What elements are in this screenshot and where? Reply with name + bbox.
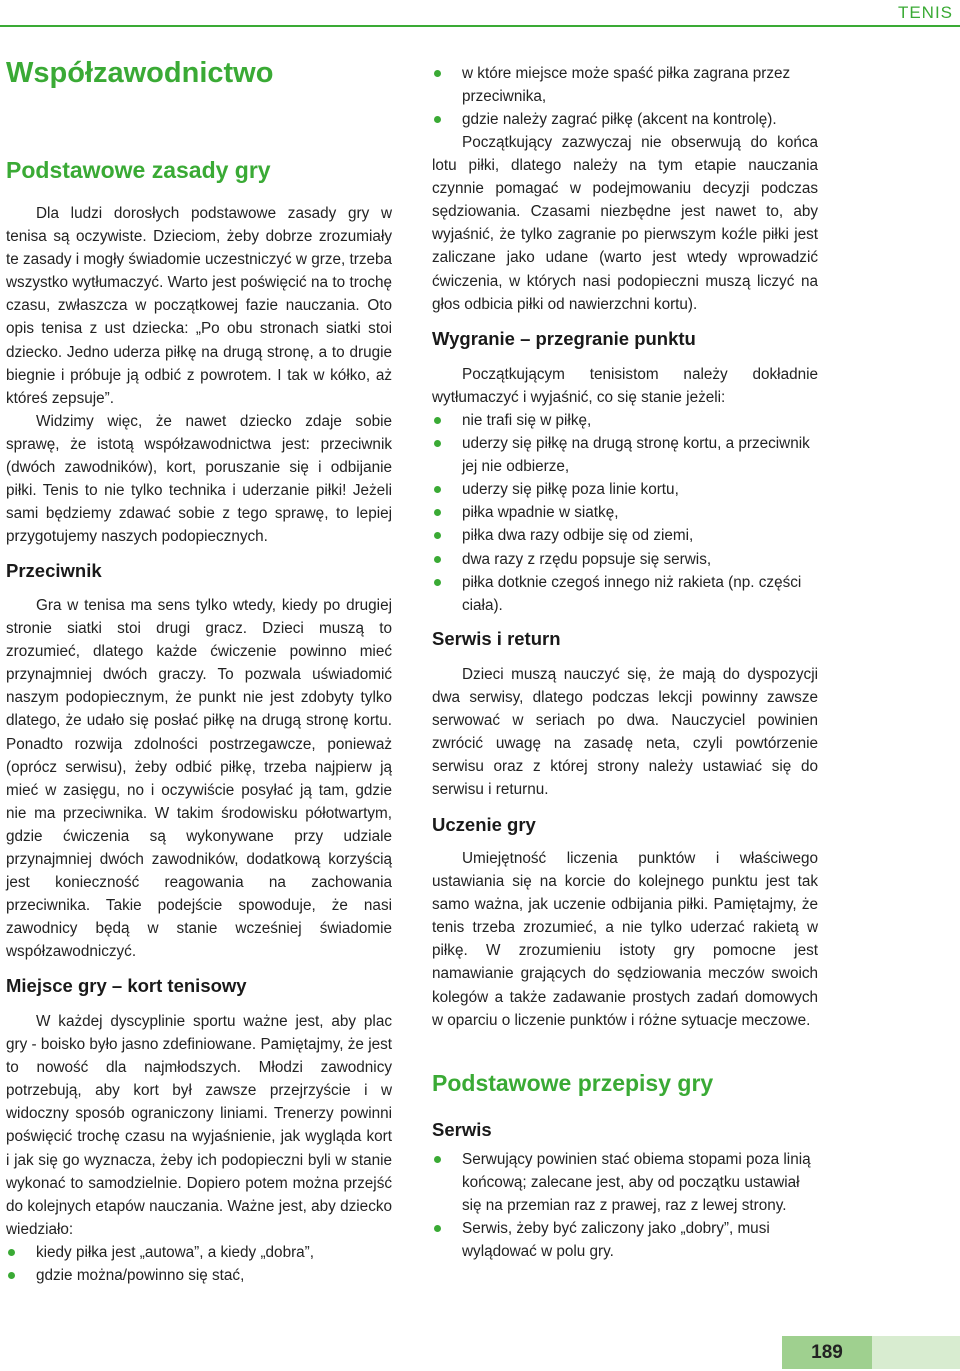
list-item: Serwujący powinien stać obiema stopami poza linią końcową; zalecane jest, aby od początku ustawiał się na przemian raz z prawej, raz z lewej strony.	[432, 1148, 818, 1217]
serve-bullet-list	[432, 1148, 818, 1263]
serve-paragraph: Dzieci muszą nauczyć się, że mają do dyspozycji dwa serwisy, dlatego podczas lekcji powinny zawsze serwować w seriach po dwa. Nauczyciel powinien zwrócić uwagę na zasadę neta, czyli powtórzenie serwisu oraz z której strony należy ustawiać się do serwisu i returnu.	[432, 666, 818, 799]
page-number-box	[782, 1336, 872, 1369]
page-title: Współzawodnictwo	[6, 57, 274, 89]
subheading-court: Miejsce gry – kort tenisowy	[6, 975, 247, 996]
list-item: w które miejsce może spaść piłka zagrana przez przeciwnika,	[432, 62, 818, 108]
list-item: dwa razy z rzędu popsuje się serwis,	[432, 548, 818, 571]
intro-paragraph-2: Widzimy więc, że nawet dziecko zdaje sobie sprawę, że istotą współzawodnictwa jest: przeciwnik (dwóch zawodników), kort, poruszanie się i odbijanie piłki. Tenis to nie tylko technika i uderzanie piłki! Jeżeli sami będziemy zdawać sobie z tego sprawę, to lepiej przygotujemy naszych podopiecznych.	[6, 413, 392, 546]
court-bullet-list	[6, 1241, 392, 1287]
list-item: piłka dotknie czegoś innego niż rakieta (np. części ciała).	[432, 571, 818, 617]
list-item: kiedy piłka jest „autowa”, a kiedy „dobra”,	[6, 1241, 392, 1264]
subheading-win-lose-point: Wygranie – przegranie punktu	[432, 328, 696, 349]
list-item: piłka dwa razy odbije się od ziemi,	[432, 524, 818, 547]
page-number: 189	[811, 1342, 843, 1363]
point-bullet-list	[432, 409, 818, 617]
section-heading-basic-regulations: Podstawowe przepisy gry	[432, 1070, 714, 1096]
list-item: uderzy się piłkę poza linie kortu,	[432, 478, 818, 501]
list-item: gdzie należy zagrać piłkę (akcent na kontrolę).	[432, 108, 818, 131]
learning-paragraph: Umiejętność liczenia punktów i właściwego ustawiania się na korcie do kolejnego punktu jest tak samo ważna, jak uczenie odbijania piłki. Pamiętajmy, że tenis trzeba zrozumieć, a nie tylko uderzać rakietą w piłkę. W zrozumieniu istoty gry pomocne jest namawianie grających do sędziowania meczów swoich kolegów a także zadawanie prostych zadań domowych w oparciu o liczenie punktów i różne sytuacje meczowe.	[432, 850, 818, 1029]
court-paragraph: W każdej dyscyplinie sportu ważne jest, aby plac gry - boisko było jasno zdefiniowane. Pamiętajmy, że jest to nowość dla najmłodszych. Młodzi zawodnicy potrzebują, aby kort był zawsze przejrzyście i w widoczny sposób ograniczony liniami. Trenerzy powinni poświęcić trochę czasu na wyjaśnienie, jak wygląda kort i jak się go wyznacza, żeby ich podopieczni byli w stanie wykonać to samodzielnie. Dopiero potem można przejść do kolejnych etapów nauczania. Ważne jest, aby dziecko wiedziało:	[6, 1013, 392, 1238]
list-item: uderzy się piłkę na drugą stronę kortu, a przeciwnik jej nie odbierze,	[432, 432, 818, 478]
point-paragraph: Początkującym tenisistom należy dokładnie wytłumaczyć i wyjaśnić, co się stanie jeżeli:	[432, 366, 818, 407]
court-bullet-list-continued	[432, 62, 818, 131]
running-header: TENIS	[897, 3, 953, 22]
subheading-serve: Serwis	[432, 1119, 492, 1140]
footer-strip	[872, 1336, 960, 1369]
list-item: nie trafi się w piłkę,	[432, 409, 818, 432]
list-item: gdzie można/powinno się stać,	[6, 1264, 392, 1287]
subheading-opponent: Przeciwnik	[6, 560, 102, 581]
header-bar	[0, 0, 960, 26]
subheading-learning-game: Uczenie gry	[432, 814, 536, 835]
intro-paragraph-1: Dla ludzi dorosłych podstawowe zasady gry w tenisa są oczywiste. Dzieciom, żeby dobrze zrozumiały te zasady i mogły świadomie uczestniczyć w grze, trzeba wszystko wytłumaczyć. Warto jest poświęcić na to trochę czasu, zwłaszcza w początkowej fazie nauczania. Oto opis tenisa z ust dziecka: „Po obu stronach siatki stoi dziecko. Jedno uderza piłkę na drugą stronę, a to drugie biegnie i próbuje ją odbić z powrotem. I tak w kółko, aż któreś zepsuje”.	[6, 205, 392, 407]
umpiring-paragraph: Początkujący zazwyczaj nie obserwują do końca lotu piłki, dlatego należy na tym etapie nauczania czynnie pomagać w podejmowaniu decyzji podczas sędziowania. Czasami niezbędne jest nawet to, aby wyjaśnić, że tylko zagranie po pierwszym koźle piłki jest zaliczane jako udane (warto jest wtedy wprowadzić ćwiczenia, w których nasi podopieczni muszą liczyć na głos odbicia piłki od nawierzchni kortu).	[432, 134, 818, 313]
section-heading-basic-rules: Podstawowe zasady gry	[6, 157, 271, 183]
list-item: Serwis, żeby być zaliczony jako „dobry”, musi wylądować w polu gry.	[432, 1217, 818, 1263]
list-item: piłka wpadnie w siatkę,	[432, 501, 818, 524]
opponent-paragraph: Gra w tenisa ma sens tylko wtedy, kiedy po drugiej stronie siatki stoi drugi gracz. Dzieci muszą to zrozumieć, dlatego każde ćwiczenie powinno mieć przynajmniej dwóch graczy. To pozwala uświadomić naszym podopiecznym, że punkt nie jest zdobyty tylko dlatego, że udało się posłać piłkę na drugą stronę kortu. Ponadto rozwija zdolności postrzegawcze, ponieważ (oprócz serwisu), żeby odbić piłkę, trzeba najpierw ją mieć w zasięgu, no i oczywiście posyłać ją tam, gdzie nie ma przeciwnika. W takim środowisku półotwartym, gdzie ćwiczenia są wykonywane przy udziale przynajmniej dwóch zawodników, dodatkową korzyścią jest konieczność reagowania na zachowania przeciwnika. Takie podejście spowoduje, że nasi zawodnicy będą w stanie wcześniej świadomie współzawodniczyć.	[6, 597, 392, 961]
header-rule	[0, 25, 960, 27]
subheading-serve-return: Serwis i return	[432, 628, 561, 649]
